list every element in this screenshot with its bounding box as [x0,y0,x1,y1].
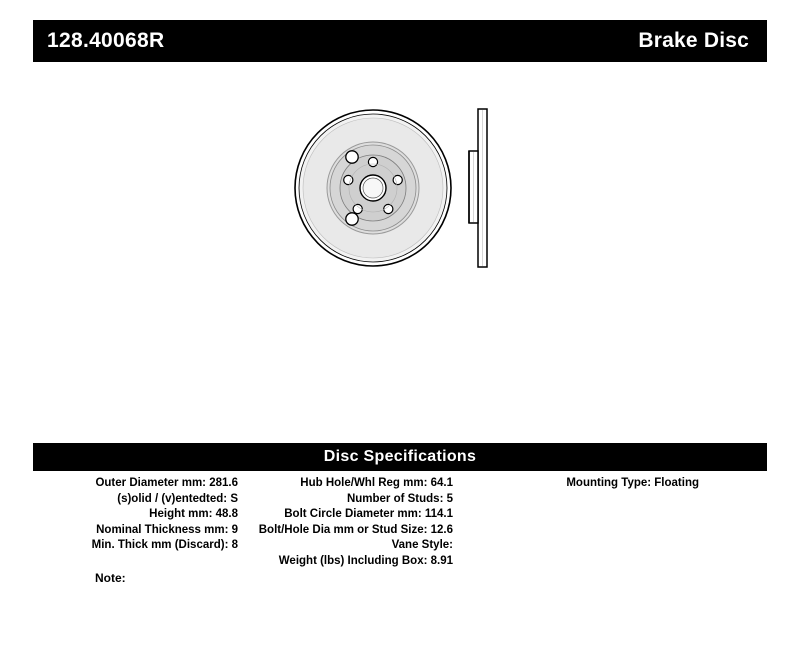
note-label: Note: [95,571,126,585]
spec-column-left [33,476,240,554]
spec-item: Hub Hole/Whl Reg mm: 64.1 [300,477,453,489]
spec-column-right [455,476,767,492]
spec-item: Bolt Circle Diameter mm: 114.1 [284,508,453,521]
spec-section-title: Disc Specifications [323,448,477,465]
spec-item: Height mm: 48.8 [149,508,238,521]
spec-item: Min. Thick mm (Discard): 8 [91,539,238,552]
spec-item: Number of Studs: 5 [346,492,453,505]
header-bar [33,20,767,62]
spec-item: (s)olid / (v)entedted: S [117,492,238,505]
spec-item: Weight (lbs) Including Box: 8.91 [278,554,453,567]
product-image [280,95,540,285]
spec-columns [33,476,767,570]
spec-section-bar [33,443,767,471]
spec-column-middle [240,476,455,570]
spec-item: Nominal Thickness mm: 9 [96,523,238,536]
page-title: Brake Disc [638,29,749,52]
spec-item: Vane Style: [391,539,453,552]
spec-item: Outer Diameter mm: 281.6 [95,477,238,489]
spec-item: Bolt/Hole Dia mm or Stud Size: 12.6 [258,523,453,536]
part-number: 128.40068R [47,29,165,52]
spec-item: Mounting Type: Floating [566,477,699,489]
brake-disc-illustration [280,95,540,285]
